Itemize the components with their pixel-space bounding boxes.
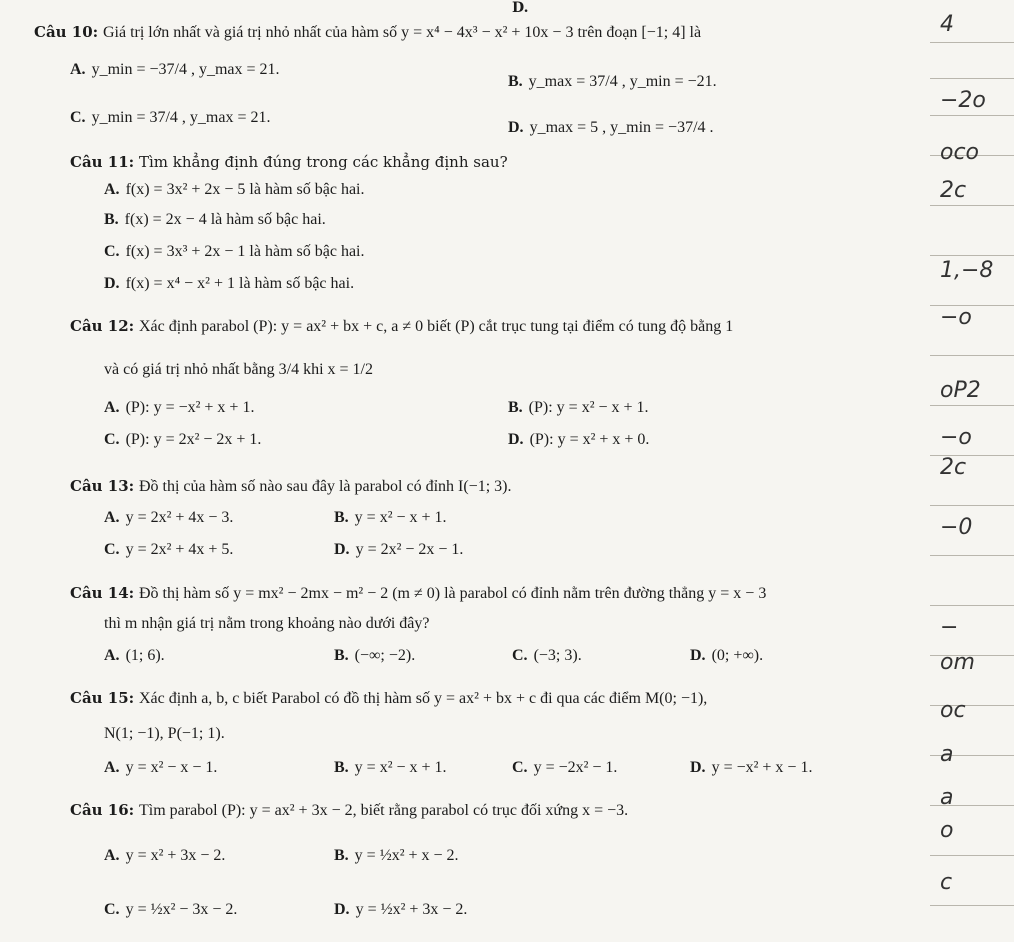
margin-rule [930, 605, 1014, 606]
margin-rule [930, 255, 1014, 256]
handwritten-note: o [940, 818, 954, 843]
margin-rule [930, 405, 1014, 406]
question-11-stem: Câu 11: Tìm khẳng định đúng trong các khẳng định sau? [70, 153, 508, 171]
handwritten-note: 1,−8 [940, 258, 994, 283]
q14-option-d: D. (0; +∞). [690, 647, 764, 664]
q13-option-a: A. y = 2x² + 4x − 3. [104, 509, 234, 526]
question-12-stem: Câu 12: Xác định parabol (P): y = ax² + bx + c, a ≠ 0 biết (P) cắt trục tung tại điểm có tung độ bằng 1 [70, 317, 734, 335]
margin-rule [930, 42, 1014, 43]
handwritten-note: −2o [940, 88, 986, 113]
q14-option-c: C. (−3; 3). [512, 647, 582, 664]
margin-rule [930, 505, 1014, 506]
q15-option-d: D. y = −x² + x − 1. [690, 759, 813, 776]
handwritten-note: −o [940, 305, 972, 330]
handwritten-note: oc [940, 698, 966, 723]
q14-option-b: B. (−∞; −2). [334, 647, 416, 664]
q12-option-d: D. (P): y = x² + x + 0. [508, 431, 650, 448]
q12-option-a: A. (P): y = −x² + x + 1. [104, 399, 255, 416]
margin-rule [930, 855, 1014, 856]
handwritten-note: 2c [940, 178, 967, 203]
margin-rule [930, 355, 1014, 356]
top-marker: D. [512, 0, 529, 16]
margin-rule [930, 115, 1014, 116]
q14-option-a: A. (1; 6). [104, 647, 165, 664]
handwritten-note: oP2 [940, 378, 981, 403]
handwritten-note: c [940, 870, 953, 895]
question-10-stem: Câu 10: Giá trị lớn nhất và giá trị nhỏ nhất của hàm số y = x⁴ − 4x³ − x² + 10x − 3 trên đoạn [−1; 4] là [34, 23, 702, 41]
margin-rule [930, 78, 1014, 79]
handwritten-note: om [940, 650, 975, 675]
q13-option-d: D. y = 2x² − 2x − 1. [334, 541, 464, 558]
q10-option-b: B. y_max = 37/4 , y_min = −21. [508, 73, 717, 90]
handwritten-note: 2c [940, 455, 967, 480]
q15-option-c: C. y = −2x² − 1. [512, 759, 618, 776]
q13-option-c: C. y = 2x² + 4x + 5. [104, 541, 234, 558]
q15-option-b: B. y = x² − x + 1. [334, 759, 447, 776]
question-15-stem: Câu 15: Xác định a, b, c biết Parabol có đồ thị hàm số y = ax² + bx + c đi qua các điểm M(0; −1), [70, 689, 708, 707]
question-12-stem-cont: và có giá trị nhỏ nhất bằng 3/4 khi x = 1/2 [104, 361, 373, 378]
q16-option-b: B. y = ½x² + x − 2. [334, 847, 459, 864]
q11-option-c: C. f(x) = 3x³ + 2x − 1 là hàm số bậc hai. [104, 243, 365, 260]
q16-option-a: A. y = x² + 3x − 2. [104, 847, 226, 864]
q11-option-b: B. f(x) = 2x − 4 là hàm số bậc hai. [104, 211, 326, 228]
margin-rule [930, 905, 1014, 906]
handwritten-note: a [940, 742, 954, 767]
q11-option-d: D. f(x) = x⁴ − x² + 1 là hàm số bậc hai. [104, 275, 355, 292]
question-13-stem: Câu 13: Đồ thị của hàm số nào sau đây là parabol có đỉnh I(−1; 3). [70, 477, 512, 495]
question-14-stem: Câu 14: Đồ thị hàm số y = mx² − 2mx − m² − 2 (m ≠ 0) là parabol có đỉnh nằm trên đường thẳng y = x − 3 [70, 584, 767, 602]
q10-option-c: C. y_min = 37/4 , y_max = 21. [70, 109, 271, 126]
handwritten-note: a [940, 785, 954, 810]
q15-option-a: A. y = x² − x − 1. [104, 759, 218, 776]
question-15-stem-cont: N(1; −1), P(−1; 1). [104, 725, 225, 742]
question-14-stem-cont: thì m nhận giá trị nằm trong khoảng nào dưới đây? [104, 615, 430, 632]
q12-option-c: C. (P): y = 2x² − 2x + 1. [104, 431, 262, 448]
q10-option-d: D. y_max = 5 , y_min = −37/4 . [508, 119, 714, 136]
handwritten-note: − [940, 615, 959, 640]
handwritten-note: −o [940, 425, 972, 450]
margin-rule [930, 555, 1014, 556]
q13-option-b: B. y = x² − x + 1. [334, 509, 447, 526]
q16-option-d: D. y = ½x² + 3x − 2. [334, 901, 468, 918]
question-16-stem: Câu 16: Tìm parabol (P): y = ax² + 3x − 2, biết rằng parabol có trục đối xứng x = −3. [70, 801, 629, 819]
q10-option-a: A. y_min = −37/4 , y_max = 21. [70, 61, 280, 78]
q16-option-c: C. y = ½x² − 3x − 2. [104, 901, 238, 918]
handwritten-note: 4 [940, 12, 954, 37]
handwritten-note: −0 [940, 515, 973, 540]
margin-rule [930, 205, 1014, 206]
q12-option-b: B. (P): y = x² − x + 1. [508, 399, 649, 416]
q11-option-a: A. f(x) = 3x² + 2x − 5 là hàm số bậc hai. [104, 181, 365, 198]
handwritten-note: oco [940, 140, 980, 165]
